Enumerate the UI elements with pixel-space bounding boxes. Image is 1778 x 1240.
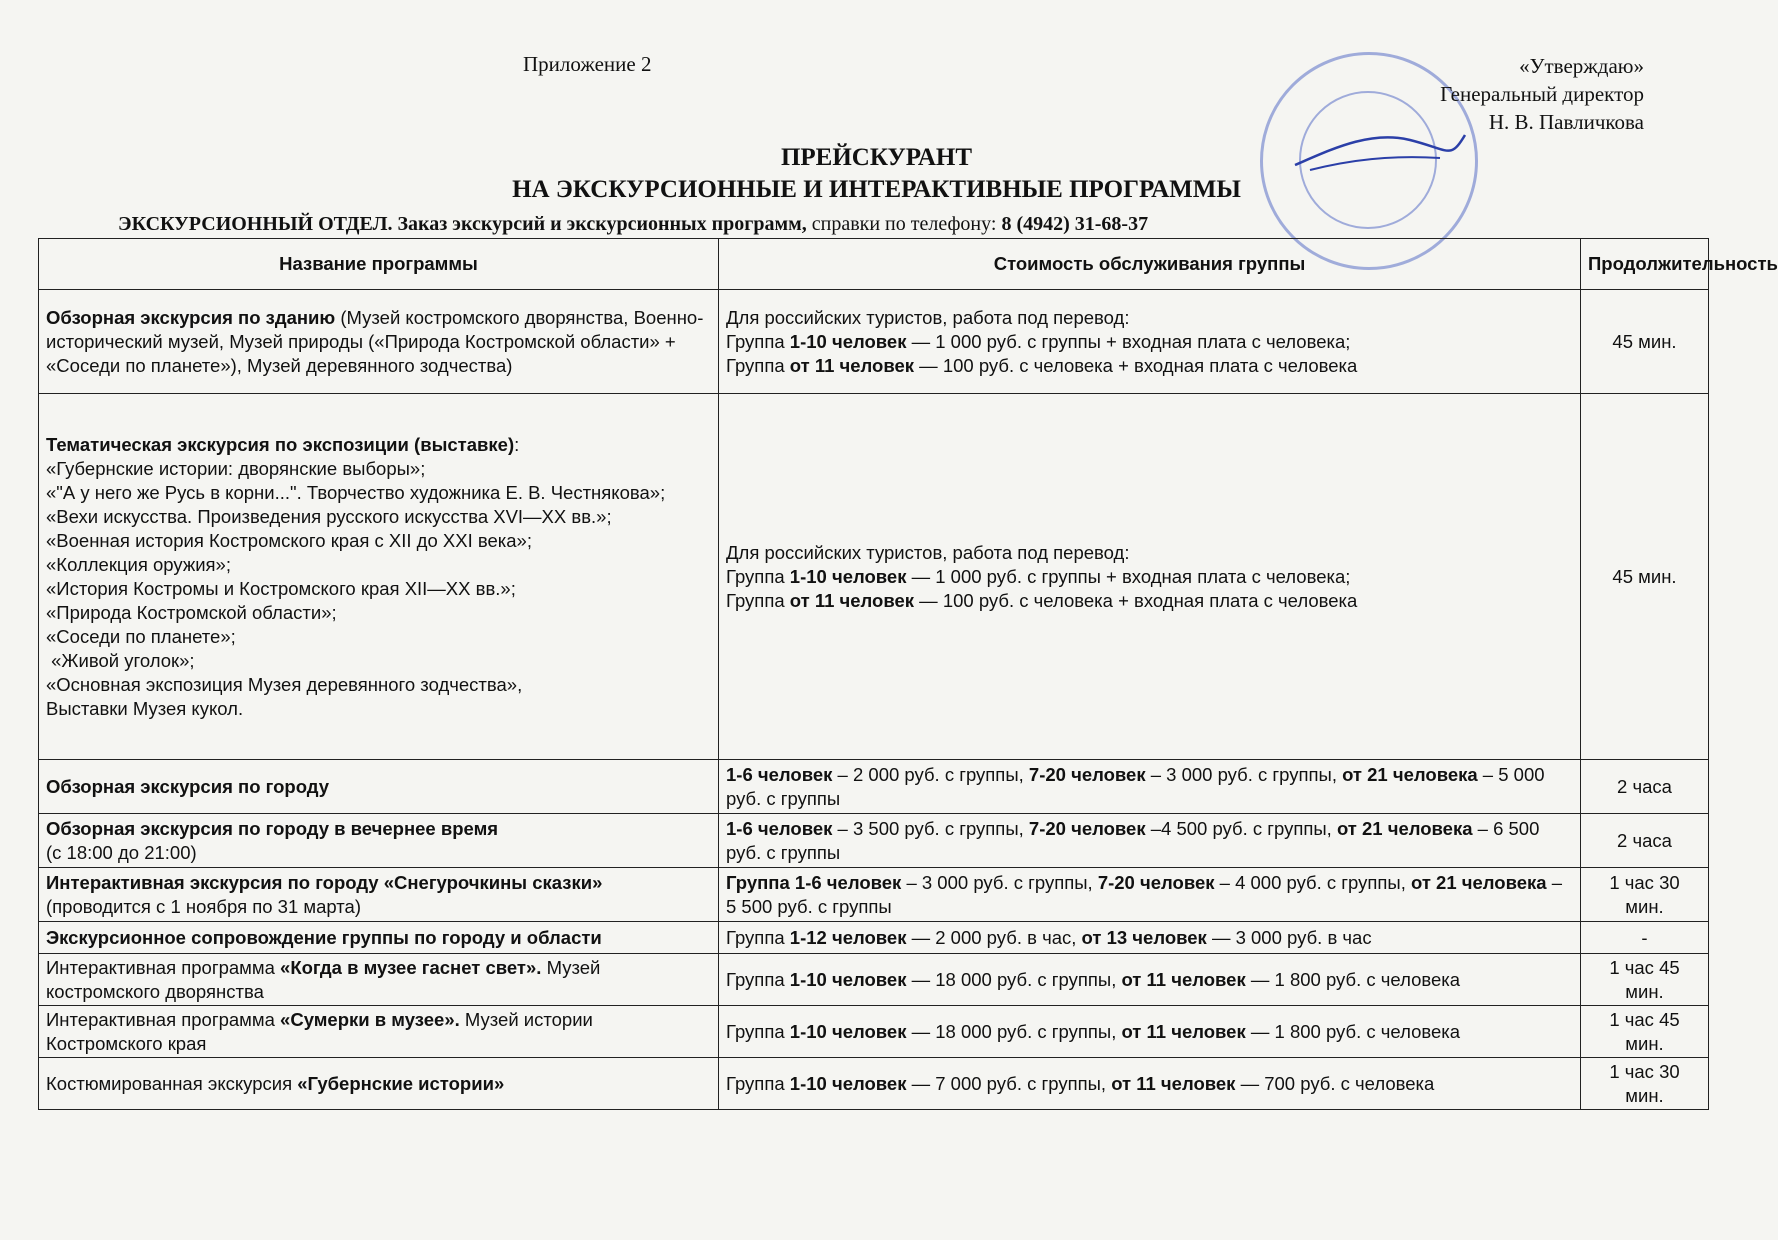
- program-duration: 45 мин.: [1581, 290, 1709, 394]
- table-row: [39, 1058, 1709, 1110]
- table-row: [39, 290, 1709, 394]
- program-cost: Группа 1-10 человек — 18 000 руб. с группы, от 11 человек — 1 800 руб. с человека: [719, 1006, 1581, 1058]
- appendix-label: Приложение 2: [523, 52, 652, 76]
- program-cost: Для российских туристов, работа под перевод: Группа 1-10 человек — 1 000 руб. с группы + входная плата с человека; Группа от 11 человек — 100 руб. с человека + входная плата с человека: [719, 394, 1581, 760]
- program-duration: 1 час 30 мин.: [1581, 1058, 1709, 1110]
- department-phone: 8 (4942) 31-68-37: [1001, 213, 1149, 235]
- program-name: Обзорная экскурсия по городу: [39, 760, 719, 814]
- program-duration: 2 часа: [1581, 760, 1709, 814]
- approval-position: Генеральный директор: [1440, 82, 1644, 106]
- page-title: ПРЕЙСКУРАНТ: [780, 144, 973, 171]
- approval-name: Н. В. Павличкова: [1488, 110, 1644, 134]
- program-cost: Группа 1-6 человек – 3 000 руб. с группы, 7-20 человек – 4 000 руб. с группы, от 21 человека – 5 500 руб. с группы: [719, 868, 1581, 922]
- table-row: [39, 814, 1709, 868]
- program-name: Костюмированная экскурсия «Губернские истории»: [39, 1058, 719, 1110]
- program-duration: 1 час 45 мин.: [1581, 1006, 1709, 1058]
- department-name: ЭКСКУРСИОННЫЙ ОТДЕЛ. Заказ экскурсий и экскурсионных программ,: [118, 213, 807, 235]
- table-row: [39, 760, 1709, 814]
- program-duration: 1 час 30 мин.: [1581, 868, 1709, 922]
- program-name: Тематическая экскурсия по экспозиции (выставке): «Губернские истории: дворянские выборы»; «"А у него же Русь в корни...". Творчество художника Е. В. Честнякова»; «Вехи искусства. Произведения русского искусства XVI—XX вв.»; «Военная история Костромского края с XII до XXI века»; «Коллекция оружия»; «История Костромы и Костромского края XII—XX вв.»; «Природа Костромской области»; «Соседи по планете»; «Живой уголок»; «Основная экспозиция Музея деревянного зодчества», Выставки Музея кукол.: [39, 394, 719, 760]
- approval-title: «Утверждаю»: [1519, 54, 1644, 78]
- price-table: [38, 238, 1778, 1110]
- department-note: справки по телефону:: [806, 213, 1002, 235]
- department-line: [118, 213, 1148, 236]
- table-row: [39, 1006, 1709, 1058]
- header-name: Название программы: [39, 239, 719, 290]
- program-duration: 1 час 45 мин.: [1581, 954, 1709, 1006]
- program-name: Обзорная экскурсия по городу в вечернее время (с 18:00 до 21:00): [39, 814, 719, 868]
- header-cost: Стоимость обслуживания группы: [719, 239, 1581, 290]
- program-name: Обзорная экскурсия по зданию (Музей костромского дворянства, Военно-исторический музей, Музей природы («Природа Костромской области» + «Соседи по планете»), Музей деревянного зодчества): [39, 290, 719, 394]
- program-duration: 45 мин.: [1581, 394, 1709, 760]
- program-cost: Группа 1-12 человек — 2 000 руб. в час, от 13 человек — 3 000 руб. в час: [719, 922, 1581, 954]
- program-cost: Группа 1-10 человек — 18 000 руб. с группы, от 11 человек — 1 800 руб. с человека: [719, 954, 1581, 1006]
- program-duration: -: [1581, 922, 1709, 954]
- page-subtitle: НА ЭКСКУРСИОННЫЕ И ИНТЕРАКТИВНЫЕ ПРОГРАММЫ: [512, 176, 1241, 203]
- program-name: Интерактивная программа «Когда в музее гаснет свет». Музей костромского дворянства: [39, 954, 719, 1006]
- approval-block: [1440, 52, 1644, 136]
- program-cost: 1-6 человек – 2 000 руб. с группы, 7-20 человек – 3 000 руб. с группы, от 21 человека – 5 000 руб. с группы: [719, 760, 1581, 814]
- program-name: Экскурсионное сопровождение группы по городу и области: [39, 922, 719, 954]
- table-row: [39, 954, 1709, 1006]
- header-duration: Продолжительность: [1581, 239, 1709, 290]
- program-cost: Для российских туристов, работа под перевод: Группа 1-10 человек — 1 000 руб. с группы + входная плата с человека; Группа от 11 человек — 100 руб. с человека + входная плата с человека: [719, 290, 1581, 394]
- program-cost: Группа 1-10 человек — 7 000 руб. с группы, от 11 человек — 700 руб. с человека: [719, 1058, 1581, 1110]
- program-name: Интерактивная экскурсия по городу «Снегурочкины сказки» (проводится с 1 ноября по 31 марта): [39, 868, 719, 922]
- table-header-row: [39, 239, 1709, 290]
- program-cost: 1-6 человек – 3 500 руб. с группы, 7-20 человек –4 500 руб. с группы, от 21 человека – 6 500 руб. с группы: [719, 814, 1581, 868]
- table-row: [39, 868, 1709, 922]
- program-duration: 2 часа: [1581, 814, 1709, 868]
- program-name: Интерактивная программа «Сумерки в музее». Музей истории Костромского края: [39, 1006, 719, 1058]
- table-row: [39, 922, 1709, 954]
- table-row: [39, 394, 1709, 760]
